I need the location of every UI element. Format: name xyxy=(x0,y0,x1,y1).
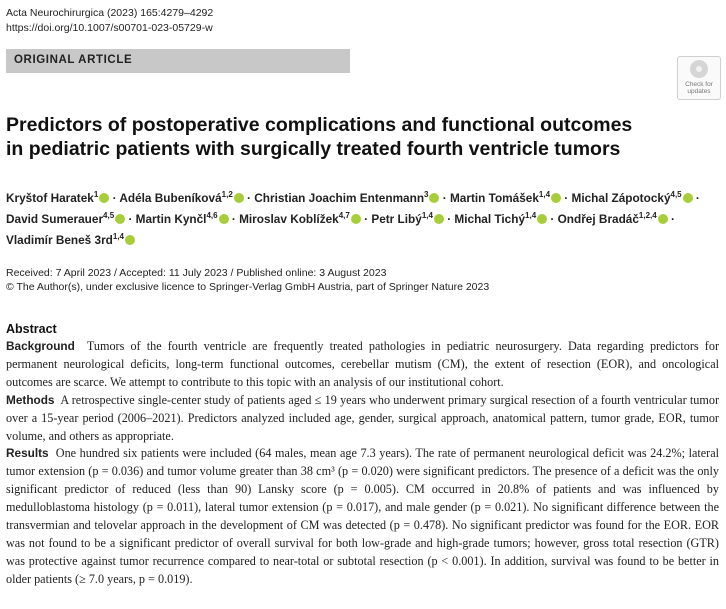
author-separator: · xyxy=(228,211,240,226)
results-text: One hundred six patients were included (64 males, mean age 7.3 years). The rate of permanent neurological deficit was 24.2%; lateral tumor extension (p = 0.036) and tumor volume greater than 38 cm³ (p = 0.020) were significant predictors. The presence of a deficit was the only significant predictor of reduced (less than 90) Lansky score (p = 0.005). CM occurred in 20.8% of patients and was influenced by medulloblastoma histology (p = 0.011), lateral tumor extension (p = 0.017), and male gender (p = 0.021). No significant difference between the transvermian and telovelar approach in the development of CM was detected (p = 0.478). No significant predictor was found for the EOR. EOR was not found to be a significant predictor of overall survival for both low-grade and high-grade tumors; however, gross total resection (GTR) was protective against tumor recurrence compared to near-total or subtotal resection (p < 0.001). In addition, survival was found to be better in older patients (≥ 7.0 years, p = 0.019). xyxy=(6,446,720,586)
title-line-1: Predictors of postoperative complications and functional outcomes xyxy=(6,114,633,136)
author-affiliation: 3 xyxy=(424,190,429,199)
author-name: Christian Joachim Entenmann xyxy=(254,190,425,205)
journal-header xyxy=(6,6,213,36)
results-label: Results xyxy=(6,446,49,461)
article-title xyxy=(6,113,706,161)
orcid-icon[interactable] xyxy=(99,193,109,203)
check-updates-line1: Check for xyxy=(685,81,713,88)
author-affiliation: 1,2,4 xyxy=(638,210,657,220)
author-separator: · xyxy=(360,211,372,226)
author-name: Adéla Bubeníková xyxy=(119,190,222,205)
author[interactable] xyxy=(454,212,547,226)
author-affiliation: 4,5 xyxy=(670,190,682,199)
author[interactable] xyxy=(450,191,561,205)
author[interactable] xyxy=(558,212,668,226)
author-separator: · xyxy=(547,211,558,226)
orcid-icon[interactable] xyxy=(115,214,125,224)
background-label: Background xyxy=(6,339,75,353)
author-name: Michal Tichý xyxy=(454,211,526,226)
author-name: Martin Kynčl xyxy=(135,211,207,226)
author-separator: · xyxy=(439,190,450,205)
author[interactable] xyxy=(6,212,125,226)
dates-line: Received: 7 April 2023 / Accepted: 11 July 2023 / Published online: 3 August 2023 xyxy=(6,267,387,279)
orcid-icon[interactable] xyxy=(125,235,135,245)
author-name: Michal Zápotocký xyxy=(571,190,671,205)
author-separator: · xyxy=(692,190,700,205)
author-affiliation: 1 xyxy=(93,190,99,199)
author-list xyxy=(6,186,722,249)
author-name: Vladimír Beneš 3rd xyxy=(6,232,113,247)
abstract-body xyxy=(6,338,719,589)
author-separator: · xyxy=(109,190,120,205)
author-separator: · xyxy=(443,211,455,226)
author-affiliation: 1,4 xyxy=(421,210,433,220)
author-affiliation: 1,2 xyxy=(221,190,233,199)
article-type: ORIGINAL ARTICLE xyxy=(14,54,133,66)
author-separator: · xyxy=(125,211,136,226)
abstract-heading: Abstract xyxy=(6,322,57,336)
copyright-line: © The Author(s), under exclusive licence to Springer-Verlag GmbH Austria, part of Springer Nature 2023 xyxy=(6,281,490,293)
article-type-band xyxy=(6,49,350,73)
abstract-results xyxy=(6,445,719,588)
author[interactable] xyxy=(119,191,243,205)
author-name: David Sumerauer xyxy=(6,211,104,226)
author[interactable] xyxy=(371,212,444,226)
author[interactable] xyxy=(239,212,361,226)
author-name: Petr Libý xyxy=(371,211,422,226)
check-for-updates-badge[interactable] xyxy=(677,56,721,100)
methods-text: A retrospective single-center study of patients aged ≤ 19 years who underwent primary surgical resection of a fourth ventricular tumor over a 15-year period (2006–2021). Predictors analyzed included age, gender, surgical approach, anatomical pattern, tumor grade, EOR, tumor volume, and others as appropriate. xyxy=(6,392,720,443)
abstract-methods xyxy=(6,392,719,446)
orcid-icon[interactable] xyxy=(537,214,547,224)
author[interactable] xyxy=(254,191,439,205)
orcid-icon[interactable] xyxy=(683,193,693,203)
author[interactable] xyxy=(572,191,693,205)
author-name: Kryštof Haratek xyxy=(6,190,94,205)
author-name: Martin Tomášek xyxy=(449,190,539,205)
author-name: Miroslav Koblížek xyxy=(239,211,339,226)
author-affiliation: 1,4 xyxy=(112,231,124,241)
check-updates-line2: updates xyxy=(687,88,711,95)
orcid-icon[interactable] xyxy=(429,193,439,203)
background-text: Tumors of the fourth ventricle are frequently treated pathologies in pediatric neurosurgery. Data regarding predictors for permanent neurological deficits, long-term functional outcomes, cerebellar mutism (CM), the extent of resection (EOR), and oncological outcomes are scarce. We attempt to contribute to this topic with an analysis of our institutional cohort. xyxy=(6,339,720,389)
publication-info xyxy=(6,266,716,294)
author-separator: · xyxy=(667,211,675,226)
author[interactable] xyxy=(6,191,109,205)
journal-citation: Acta Neurochirurgica (2023) 165:4279–4292 xyxy=(6,7,214,19)
title-line-2: in pediatric patients with surgically treated fourth ventricle tumors xyxy=(6,138,621,160)
orcid-icon[interactable] xyxy=(551,193,561,203)
author-separator: · xyxy=(243,190,255,205)
author-name: Ondřej Bradáč xyxy=(557,211,639,226)
author-affiliation: 4,7 xyxy=(338,210,350,220)
orcid-icon[interactable] xyxy=(434,214,444,224)
orcid-icon[interactable] xyxy=(219,214,229,224)
author[interactable] xyxy=(6,233,135,247)
author-affiliation: 1,4 xyxy=(525,210,537,220)
author-affiliation: 4,5 xyxy=(103,210,115,220)
check-for-updates-icon xyxy=(690,60,708,78)
doi-link[interactable]: https://doi.org/10.1007/s00701-023-05729-w xyxy=(6,22,213,34)
orcid-icon[interactable] xyxy=(351,214,361,224)
author-affiliation: 1,4 xyxy=(538,190,551,199)
methods-label: Methods xyxy=(6,392,55,407)
author[interactable] xyxy=(136,212,229,226)
orcid-icon[interactable] xyxy=(234,193,244,203)
orcid-icon[interactable] xyxy=(658,214,668,224)
abstract-background xyxy=(6,338,719,392)
author-affiliation: 4,6 xyxy=(206,210,218,220)
author-separator: · xyxy=(561,190,572,205)
